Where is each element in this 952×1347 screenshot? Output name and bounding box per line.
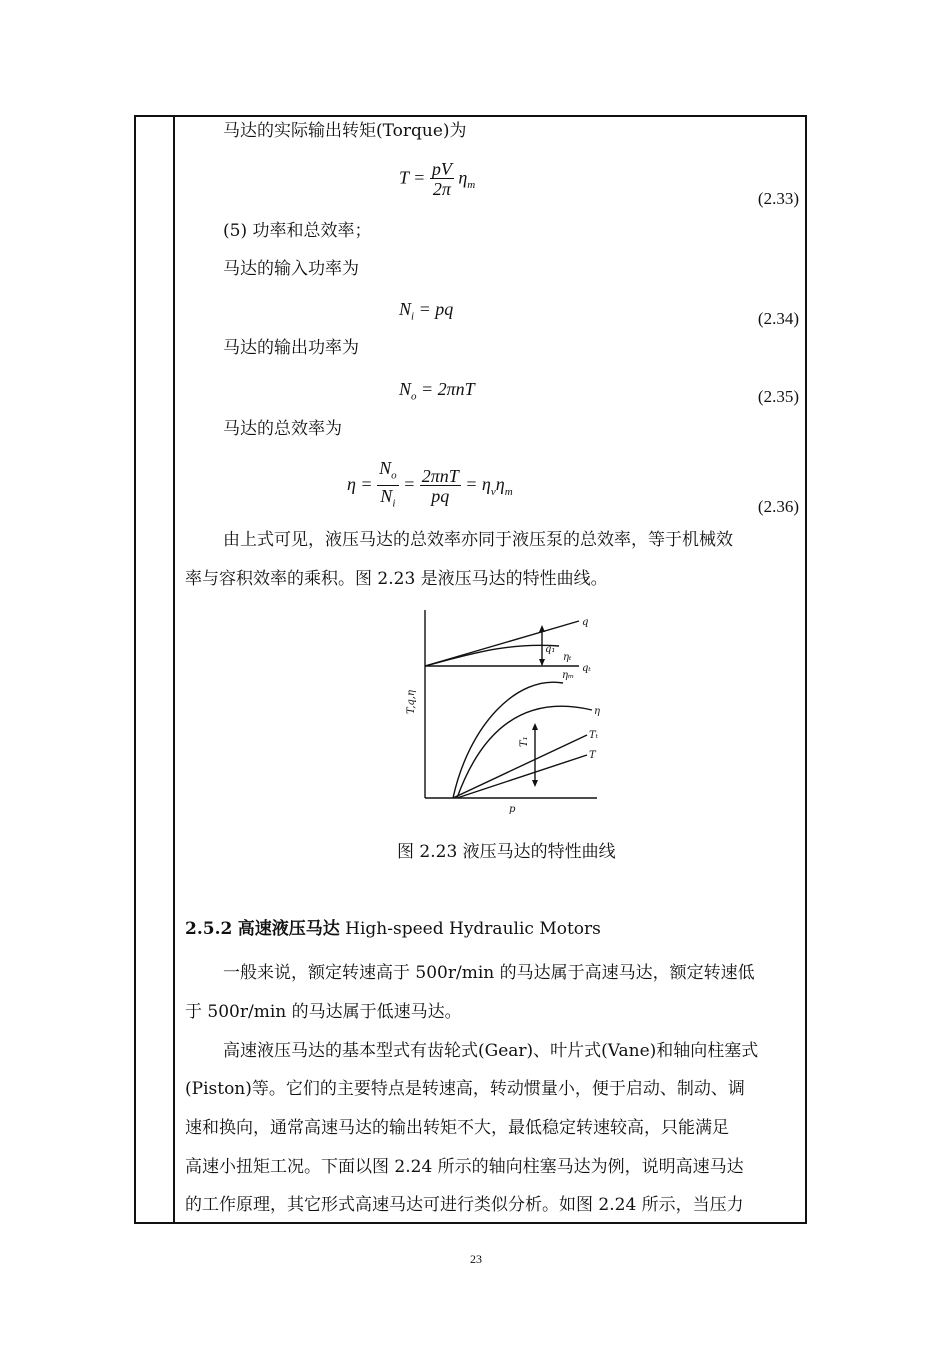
page-frame <box>134 115 807 1224</box>
label-x-axis: p <box>509 804 516 815</box>
equation-2-34: $N_i$ = pq <box>399 299 454 323</box>
paragraph-line: 高速小扭矩工况。下面以图 2.24 所示的轴向柱塞马达为例，说明高速马达 <box>185 1157 744 1177</box>
total-efficiency-text: 马达的总效率为 <box>223 419 342 439</box>
content-column <box>177 117 805 1222</box>
characteristic-curve-figure <box>387 605 627 815</box>
section-title-en: High-speed Hydraulic Motors <box>345 919 601 939</box>
eta-curve <box>457 706 592 798</box>
output-power-text: 马达的输出功率为 <box>223 338 359 358</box>
T-line <box>457 755 587 798</box>
label-T: T <box>589 750 596 761</box>
label-eta: η <box>594 706 600 717</box>
power-heading: (5) 功率和总效率； <box>223 221 372 241</box>
left-margin-column <box>136 117 175 1222</box>
paragraph-line: 速和换向，通常高速马达的输出转矩不大，最低稳定转速较高，只能满足 <box>185 1118 729 1138</box>
equation-2-33: T = $\frac{pV}{2\pi}$ $\eta_m$ <box>399 159 476 199</box>
equation-2-36: η = $\frac{N_o}{N_i}$ = $\frac{\text{2πnT}}{pq}$ = $\eta_v\eta_m$ <box>347 458 513 510</box>
paragraph-line: 高速液压马达的基本型式有齿轮式(Gear)、叶片式(Vane)和轴向柱塞式 <box>223 1041 759 1061</box>
eta-m-curve <box>425 645 559 666</box>
paragraph-line: 的工作原理，其它形式高速马达可进行类似分析。如图 2.24 所示，当压力 <box>185 1195 744 1215</box>
equation-number: (2.35) <box>757 387 799 406</box>
equation-number: (2.36) <box>757 497 799 516</box>
input-power-text: 马达的输入功率为 <box>223 259 359 279</box>
equation-number: (2.34) <box>757 309 799 328</box>
label-T1: T₁ <box>519 736 530 747</box>
section-number: 2.5.2 <box>185 919 233 939</box>
label-eta-m: ηₘ <box>562 670 575 681</box>
paragraph-line: (Piston)等。它们的主要特点是转速高，转动惯量小，便于启动、制动、调 <box>185 1079 745 1099</box>
figure-caption: 图 2.23 液压马达的特性曲线 <box>397 842 616 862</box>
torque-intro: 马达的实际输出转矩(Torque)为 <box>223 121 467 141</box>
label-qt: qₜ <box>582 663 591 674</box>
label-y-axis: T,q,η <box>406 690 417 714</box>
label-q1: q₁ <box>545 644 556 655</box>
equation-number: (2.33) <box>757 189 799 208</box>
page-number: 23 <box>470 1252 482 1266</box>
paragraph-line: 由上式可见，液压马达的总效率亦同于液压泵的总效率，等于机械效 <box>223 530 733 550</box>
equation-2-35: $N_o = 2\pi nT$ <box>399 379 475 403</box>
paragraph-line: 于 500r/min 的马达属于低速马达。 <box>185 1002 462 1022</box>
label-eta-t: ηₜ <box>563 652 572 663</box>
label-Tt: Tₜ <box>589 730 599 741</box>
paragraph-line: 率与容积效率的乘积。图 2.23 是液压马达的特性曲线。 <box>185 569 608 589</box>
section-title-cn: 高速液压马达 <box>237 919 340 939</box>
section-heading <box>185 914 601 939</box>
label-q: q <box>582 617 589 628</box>
paragraph-line: 一般来说，额定转速高于 500r/min 的马达属于高速马达，额定转速低 <box>223 963 755 983</box>
